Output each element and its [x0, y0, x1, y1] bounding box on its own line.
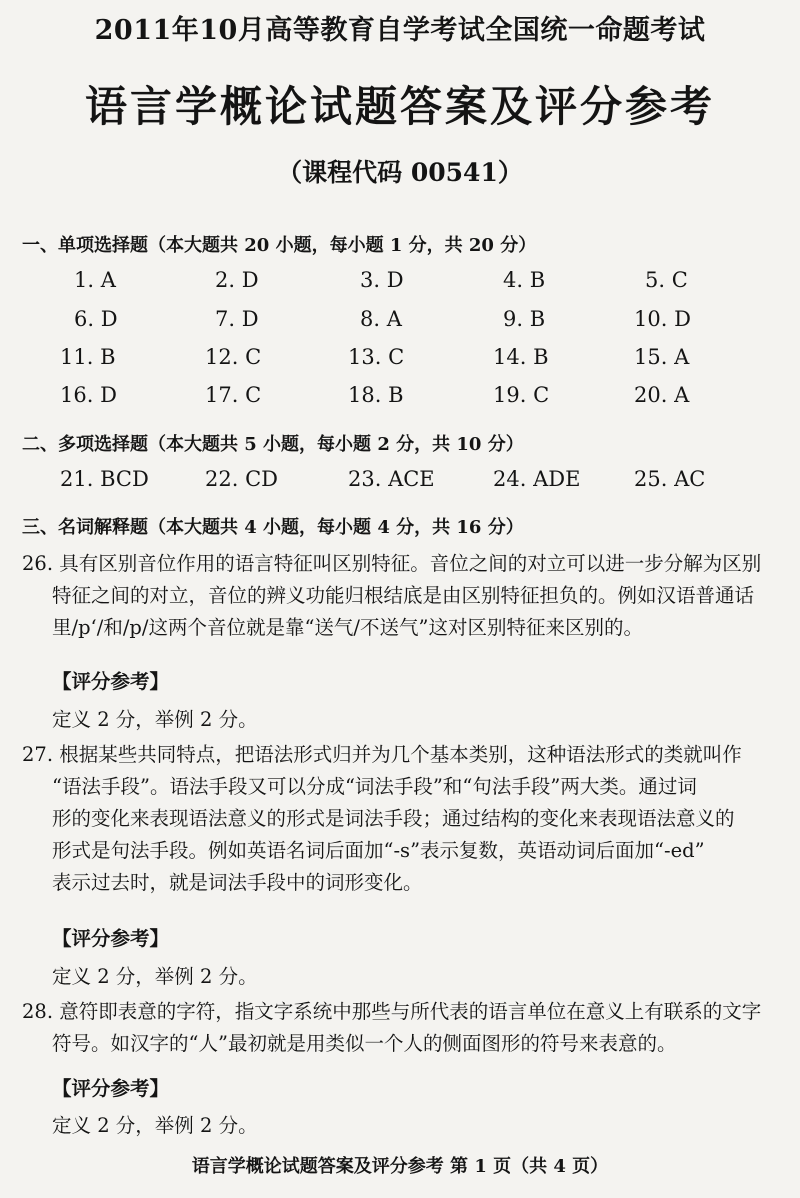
scoring-reference-label: 【评分参考】 — [52, 670, 170, 693]
answer-row-3 — [0, 345, 800, 375]
course-code: （课程代码 00541） — [277, 158, 523, 187]
answer-item: 9. B — [503, 307, 546, 331]
answer-item: 22. CD — [205, 467, 278, 491]
answer-item: 17. C — [205, 383, 262, 407]
answer-item: 4. B — [503, 268, 546, 292]
answer-row-5 — [0, 467, 800, 497]
section-1-heading: 一、单项选择题（本大题共 20 小题，每小题 1 分，共 20 分） — [22, 235, 537, 256]
question-26-answer — [22, 548, 792, 644]
section-3-heading: 三、名词解释题（本大题共 4 小题，每小题 4 分，共 16 分） — [22, 517, 524, 538]
answer-item: 5. C — [645, 268, 688, 292]
answer-row-4 — [0, 383, 800, 413]
question-28-answer — [22, 996, 792, 1060]
answer-item: 12. C — [205, 345, 262, 369]
page-footer: 语言学概论试题答案及评分参考 第 1 页（共 4 页） — [191, 1156, 609, 1177]
answer-item: 11. B — [60, 345, 116, 369]
answer-item: 19. C — [493, 383, 550, 407]
scoring-reference-text: 定义 2 分，举例 2 分。 — [52, 965, 258, 988]
answer-line: 26. 具有区别音位作用的语言特征叫区别特征。音位之间的对立可以进一步分解为区别 — [22, 552, 762, 575]
answer-item: 20. A — [634, 383, 690, 407]
answer-line: 形式是句法手段。例如英语名词后面加“-s”表示复数，英语动词后面加“-ed” — [52, 839, 705, 862]
answer-item: 10. D — [634, 307, 691, 331]
answer-line: 符号。如汉字的“人”最初就是用类似一个人的侧面图形的符号来表意的。 — [52, 1032, 677, 1055]
answer-item: 6. D — [74, 307, 118, 331]
answer-item: 21. BCD — [60, 467, 149, 491]
section-2-heading: 二、多项选择题（本大题共 5 小题，每小题 2 分，共 10 分） — [22, 434, 524, 455]
answer-item: 18. B — [348, 383, 404, 407]
scoring-reference-label: 【评分参考】 — [52, 1077, 170, 1100]
scoring-reference-label: 【评分参考】 — [52, 927, 170, 950]
answer-item: 1. A — [74, 268, 116, 292]
answer-line: “语法手段”。语法手段又可以分成“词法手段”和“句法手段”两大类。通过词 — [52, 775, 697, 798]
answer-item: 16. D — [60, 383, 117, 407]
document-title: 语言学概论试题答案及评分参考 — [84, 82, 715, 131]
answer-item: 23. ACE — [348, 467, 435, 491]
answer-item: 7. D — [215, 307, 259, 331]
answer-line: 里/pʻ/和/p/这两个音位就是靠“送气/不送气”这对区别特征来区别的。 — [52, 616, 643, 639]
answer-item: 25. AC — [634, 467, 706, 491]
answer-line: 表示过去时，就是词法手段中的词形变化。 — [52, 871, 423, 894]
scoring-reference-text: 定义 2 分，举例 2 分。 — [52, 708, 258, 731]
answer-line: 27. 根据某些共同特点，把语法形式归并为几个基本类别，这种语法形式的类就叫作 — [22, 743, 742, 766]
answer-line: 28. 意符即表意的字符，指文字系统中那些与所代表的语言单位在意义上有联系的文字 — [22, 1000, 762, 1023]
question-27-answer — [22, 739, 792, 899]
scoring-reference-text: 定义 2 分，举例 2 分。 — [52, 1114, 258, 1137]
answer-item: 2. D — [215, 268, 259, 292]
exam-title: 2011年10月高等教育自学考试全国统一命题考试 — [94, 15, 706, 46]
answer-line: 形的变化来表现语法意义的形式是词法手段；通过结构的变化来表现语法意义的 — [52, 807, 735, 830]
answer-item: 24. ADE — [493, 467, 581, 491]
answer-line: 特征之间的对立，音位的辨义功能归根结底是由区别特征担负的。例如汉语普通话 — [52, 584, 755, 607]
answer-item: 3. D — [360, 268, 404, 292]
answer-item: 13. C — [348, 345, 405, 369]
answer-item: 15. A — [634, 345, 690, 369]
answer-item: 8. A — [360, 307, 402, 331]
answer-item: 14. B — [493, 345, 549, 369]
answer-row-2 — [0, 307, 800, 337]
answer-row-1 — [0, 268, 800, 298]
